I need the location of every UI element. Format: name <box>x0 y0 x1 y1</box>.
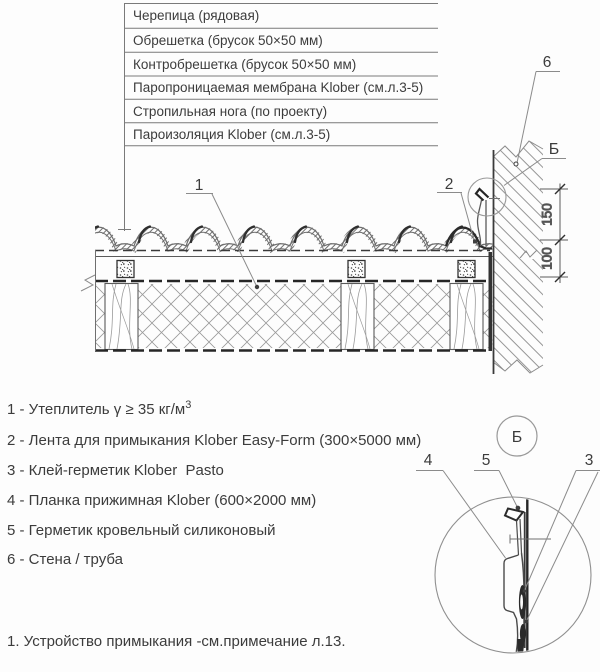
layer-label-vapour-barrier: Пароизоляция Klober (см.л.3-5) <box>133 127 331 142</box>
detail-view <box>416 416 600 660</box>
detail-leaders <box>416 471 600 624</box>
detail-content <box>504 497 551 660</box>
layer-label-tile: Черепица (рядовая) <box>133 8 260 23</box>
tile-layer <box>82 227 498 252</box>
callout-3-glue: 3 <box>584 452 594 469</box>
insulation-layer <box>95 284 493 348</box>
dimension-150: 150 <box>539 203 555 226</box>
callout-2-tape: 2 <box>444 176 454 193</box>
callout-1-insulation: 1 <box>194 177 204 194</box>
layer-label-batten: Обрешетка (брусок 50×50 мм) <box>133 32 323 48</box>
layer-label-counter-batten: Контробрешетка (брусок 50×50 мм) <box>133 56 357 72</box>
roof-left-break <box>81 275 95 291</box>
dimension-100: 100 <box>539 247 555 270</box>
roof-end-board <box>489 252 493 351</box>
detail-letter-main: Б <box>548 141 560 158</box>
legend-item-1-sup: 3 <box>185 399 192 411</box>
detail-zoom-circle <box>435 497 591 653</box>
legend-item-3: 3 - Клей-герметик Klober Pasto <box>7 462 224 479</box>
layer-label-membrane: Паропроницаемая мембрана Klober (см.л.3-5) <box>133 80 424 95</box>
callout-4-clamp-strip: 4 <box>423 452 433 469</box>
detail-flashing-lip <box>505 509 523 521</box>
legend-item-4: 4 - Планка прижимная Klober (600×2000 мм) <box>7 492 317 509</box>
footnote: 1. Устройство примыкания -см.примечание л.13. <box>7 633 346 650</box>
dimension-group <box>540 184 569 284</box>
detail-tape-bottom <box>517 639 525 660</box>
legend-item-5: 5 - Герметик кровельный силиконовый <box>7 522 276 539</box>
legend-item-1 <box>7 401 191 419</box>
detail-flashing-profile <box>504 555 519 656</box>
callout-5-sealant: 5 <box>481 452 491 469</box>
layer-label-rafter: Стропильная нога (по проекту) <box>133 103 328 119</box>
legend-item-6: 6 - Стена / труба <box>7 551 123 568</box>
callout-6-wall: 6 <box>542 54 552 71</box>
legend-item-1-text: 1 - Утеплитель γ ≥ 35 кг/м <box>7 401 186 418</box>
detail-letter-title: Б <box>511 429 523 446</box>
flashing-top-hook <box>476 189 489 201</box>
legend-item-2: 2 - Лента для примыкания Klober Easy-Form (300×5000 мм) <box>7 432 422 449</box>
roof-section <box>81 227 498 352</box>
